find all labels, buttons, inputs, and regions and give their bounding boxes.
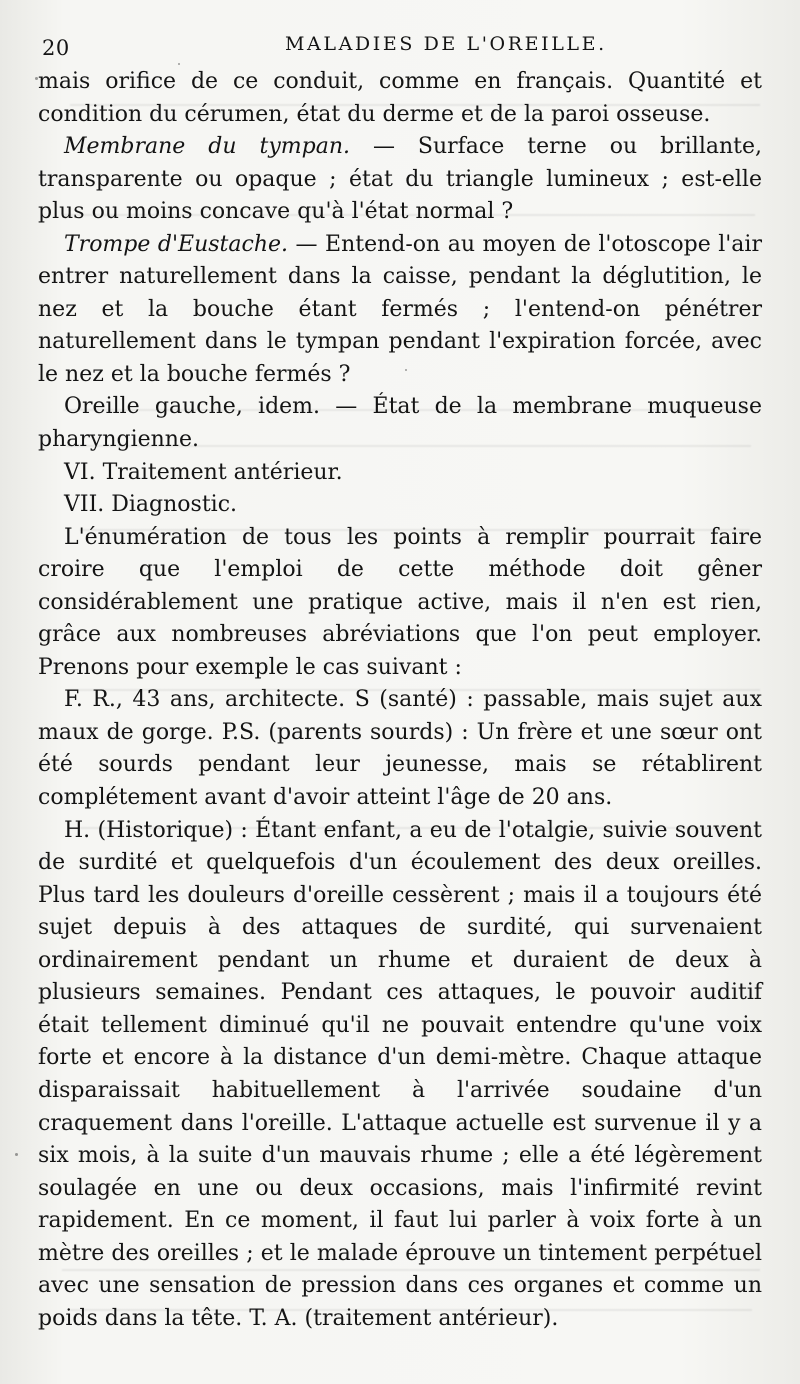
paper-speck (15, 1153, 18, 1156)
paragraph-oreille-gauche: Oreille gauche, idem. — État de la membrane muqueuse pharyngienne. (38, 394, 762, 453)
page-number: 20 (42, 36, 70, 60)
section-label-membrane: Membrane du tympan. (64, 134, 350, 160)
item-traitement-anterieur: VI. Traitement antérieur. (64, 459, 343, 485)
page-text (38, 66, 762, 1335)
paragraph-continuation: mais orifice de ce conduit, comme en français. Quantité et condition du cérumen, état du derme et de la paroi osseuse. (38, 69, 762, 127)
section-label-trompe: Trompe d'Eustache. (64, 231, 289, 257)
paragraph-trompe (38, 229, 762, 392)
paragraph-membrane (38, 131, 762, 229)
section-text-membrane: — Surface terne ou brillante, transparente ou opaque ; état du triangle lumineux ; est-elle plus ou moins concave qu'à l'état normal ? (38, 134, 762, 225)
page-header (40, 30, 780, 64)
paragraph-enumeration: L'énumération de tous les points à remplir pourrait faire croire que l'emploi de cette méthode doit gêner considérablement une pratique active, mais il n'en est rien, grâce aux nombreuses abréviations que l'on peut employer. Prenons pour exemple le cas suivant : (38, 524, 762, 680)
paragraph-history: H. (Historique) : Étant enfant, a eu de l'otalgie, suivie souvent de surdité et quelquefois d'un écoulement des deux oreilles. Plus tard les douleurs d'oreille cessèrent ; mais il a toujours été sujet depuis à des attaques de surdité, qui survenaient ordinairement pendant un rhume et duraient de deux à plusieurs semaines. Pendant ces attaques, le pouvoir auditif était tellement diminué qu'il ne pouvait entendre qu'une voix forte et encore à la distance d'un demi-mètre. Chaque attaque disparaissait habituellement à l'arrivée soudaine d'un craquement dans l'oreille. L'attaque actuelle est survenue il y a six mois, à la suite d'un mauvais rhume ; elle a été légèrement soulagée en une ou deux occasions, mais l'infirmité revint rapidement. En ce moment, il faut lui parler à voix forte à un mètre des oreilles ; et le malade éprouve un tintement perpétuel avec une sensation de pression dans ces organes et comme un poids dans la tête. T. A. (traitement antérieur). (38, 817, 762, 1331)
item-diagnostic: VII. Diagnostic. (64, 492, 238, 518)
section-text-trompe: — Entend-on au moyen de l'otoscope l'air entrer naturellement dans la caisse, pendant la déglutition, le nez et la bouche étant fermés ; l'entend-on pénétrer naturellement dans le tympan pendant l'expiration forcée, avec le nez et la bouche fermés ? (38, 231, 762, 387)
paragraph-case-summary: F. R., 43 ans, architecte. S (santé) : passable, mais sujet aux maux de gorge. P.S. (parents sourds) : Un frère et une sœur ont été sourds pendant leur jeunesse, mais se rétablirent complétement avant d'avoir atteint l'âge de 20 ans. (38, 687, 762, 811)
running-title: MALADIES DE L'OREILLE. (285, 33, 607, 55)
